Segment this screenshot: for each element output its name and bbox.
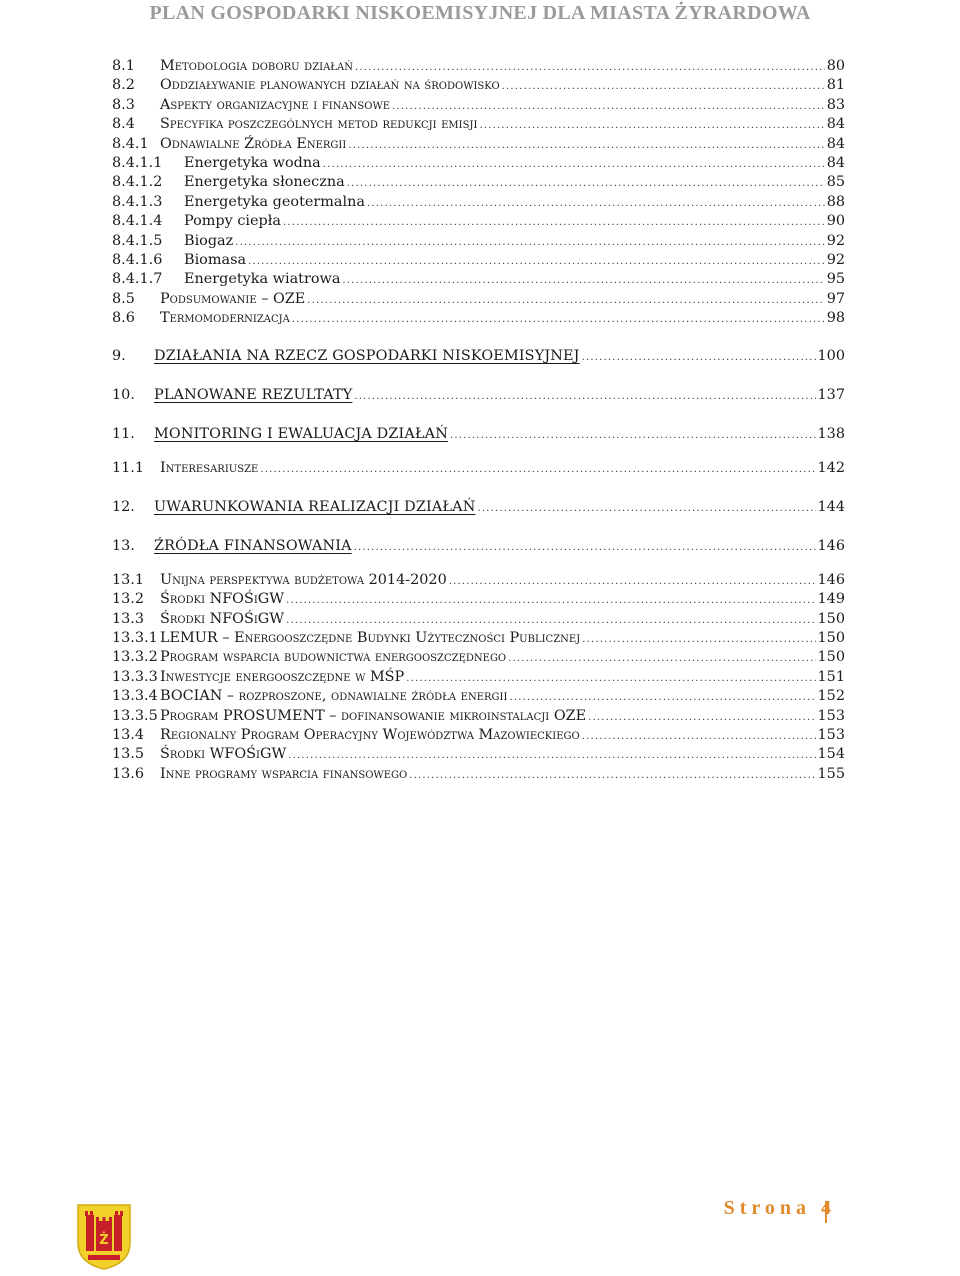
toc-entry-title: Oddziaływanie planowanych działań na środowisko [160, 77, 500, 94]
toc-entry-title: Biogaz [184, 232, 234, 249]
toc-entry-page: 150 [817, 630, 845, 647]
toc-entry-title: Program PROSUMENT – dofinansowanie mikroinstalacji OZE [160, 707, 587, 724]
toc-entry[interactable] [112, 154, 845, 173]
toc-entry[interactable] [112, 251, 845, 270]
toc-entry-number: 12. [112, 498, 135, 515]
toc-entry-page: 153 [817, 707, 845, 724]
toc-entry-title: Unijna perspektywa budżetowa 2014-2020 [160, 571, 447, 588]
toc-entry-title: UWARUNKOWANIA REALIZACJI DZIAŁAŃ [154, 498, 476, 515]
toc-entry-number: 8.6 [112, 310, 135, 327]
toc-entry[interactable] [112, 668, 845, 687]
toc-entry-page: 84 [826, 135, 845, 152]
toc-entry-title: Inne programy wsparcia finansowego [160, 765, 408, 782]
toc-entry[interactable] [112, 610, 845, 629]
toc-entry-title: Środki WFOŚiGW [160, 746, 287, 763]
toc-entry-page: 84 [826, 154, 845, 171]
toc-entry-title: Energetyka słoneczna [184, 174, 345, 191]
toc-entry-number: 8.4 [112, 116, 135, 133]
toc-dot-leader [367, 194, 825, 213]
toc-entry-number: 13.4 [112, 726, 145, 743]
toc-entry-page: 88 [826, 193, 845, 210]
toc-entry-title: Energetyka geotermalna [184, 193, 365, 210]
toc-entry-number: 8.4.1.4 [112, 213, 163, 230]
toc-entry-page: 146 [817, 537, 845, 554]
toc-entry-page: 144 [817, 498, 845, 515]
toc-entry-number: 8.4.1.5 [112, 232, 163, 249]
toc-entry-page: 138 [817, 426, 845, 443]
toc-entry-page: 92 [826, 251, 845, 268]
toc-entry-number: 13. [112, 537, 135, 554]
toc-entry-page: 85 [826, 174, 845, 191]
toc-entry[interactable] [112, 384, 845, 406]
toc-dot-leader [288, 746, 815, 765]
page-number [724, 1197, 836, 1220]
toc-entry[interactable] [112, 290, 845, 309]
toc-entry-page: 97 [826, 290, 845, 307]
page-number-value: 4 [821, 1197, 836, 1219]
toc-entry-title: Odnawialne Źródła Energii [160, 135, 347, 152]
toc-entry-number: 8.2 [112, 77, 135, 94]
toc-entry-number: 13.6 [112, 765, 145, 782]
toc-entry-number: 13.2 [112, 591, 145, 608]
toc-entry-page: 100 [817, 348, 845, 365]
toc-dot-leader [292, 310, 825, 329]
toc-entry-title: Środki NFOŚiGW [160, 610, 285, 627]
toc-entry[interactable] [112, 212, 845, 231]
toc-entry-title: Interesariusze [160, 460, 259, 477]
toc-entry-title: Energetyka wodna [184, 154, 321, 171]
toc-dot-leader [509, 688, 815, 707]
toc-dot-leader [342, 271, 824, 290]
toc-entry-title: Środki NFOŚiGW [160, 591, 285, 608]
toc-dot-leader [283, 213, 825, 232]
toc-dot-leader [348, 136, 824, 155]
toc-dot-leader [354, 537, 816, 559]
toc-dot-leader [588, 708, 815, 727]
toc-entry-number: 11. [112, 426, 135, 443]
toc-entry-page: 152 [817, 688, 845, 705]
toc-entry[interactable] [112, 96, 845, 115]
toc-entry-number: 8.1 [112, 58, 135, 74]
toc-entry-page: 84 [826, 116, 845, 133]
toc-entry-number: 8.4.1.7 [112, 271, 163, 288]
toc-entry-page: 90 [826, 213, 845, 230]
toc-entry[interactable] [112, 270, 845, 289]
toc-entry[interactable] [112, 173, 845, 192]
toc-entry-title: Metodologia doboru działań [160, 58, 353, 74]
city-coat-of-arms-logo [76, 1203, 132, 1271]
toc-dot-leader [406, 669, 815, 688]
toc-entry-number: 13.5 [112, 746, 145, 763]
toc-entry-number: 8.5 [112, 290, 135, 307]
toc-entry-number: 13.3.5 [112, 707, 158, 724]
toc-entry-number: 13.3.4 [112, 688, 158, 705]
toc-entry-page: 142 [817, 460, 845, 477]
toc-entry[interactable] [112, 309, 845, 328]
toc-entry-page: 150 [817, 610, 845, 627]
toc-entry[interactable] [112, 193, 845, 212]
toc-entry[interactable] [112, 590, 845, 609]
toc-entry[interactable] [112, 648, 845, 667]
toc-entry[interactable] [112, 423, 845, 445]
toc-entry-number: 13.3.2 [112, 649, 158, 666]
toc-entry-number: 13.3.3 [112, 668, 158, 685]
toc-entry[interactable] [112, 459, 845, 478]
toc-entry[interactable] [112, 57, 845, 76]
toc-entry-title: Termomodernizacja [160, 310, 290, 327]
toc-entry-page: 155 [817, 765, 845, 782]
toc-entry-page: 137 [817, 387, 845, 404]
toc-entry-number: 9. [112, 348, 126, 365]
toc-entry-number: 8.4.1.2 [112, 174, 163, 191]
toc-dot-leader [286, 591, 815, 610]
toc-entry-number: 8.3 [112, 96, 135, 113]
document-title: PLAN GOSPODARKI NISKOEMISYJNEJ DLA MIASTA ŻYRARDOWA [149, 2, 811, 24]
toc-entry[interactable] [112, 745, 845, 764]
toc-entry-title: Specyfika poszczególnych metod redukcji emisji [160, 116, 478, 133]
toc-entry-number: 13.3 [112, 610, 145, 627]
toc-dot-leader [355, 58, 825, 77]
toc-entry-title: BOCIAN – rozproszone, odnawialne źródła energii [160, 688, 508, 705]
toc-entry-number: 13.3.1 [112, 630, 158, 647]
toc-entry-page: 146 [817, 571, 845, 588]
toc-entry-title: ŹRÓDŁA FINANSOWANIA [154, 537, 352, 554]
toc-dot-leader [449, 572, 816, 591]
toc-entry-page: 95 [826, 271, 845, 288]
toc-dot-leader [260, 460, 815, 479]
toc-entry-page: 151 [817, 668, 845, 685]
toc-entry[interactable] [112, 571, 845, 590]
logo-letter: Ż [99, 1233, 109, 1248]
toc-entry-number: 8.4.1.6 [112, 251, 163, 268]
toc-dot-leader [409, 766, 815, 785]
toc-entry-page: 98 [826, 310, 845, 327]
toc-entry-title: Biomasa [184, 251, 247, 268]
toc-dot-leader [582, 347, 816, 369]
toc-entry-title: DZIAŁANIA NA RZECZ GOSPODARKI NISKOEMISYJNEJ [154, 348, 580, 365]
toc-dot-leader [450, 425, 816, 447]
page-label: Strona [723, 1197, 811, 1219]
toc-entry-title: MONITORING I EWALUACJA DZIAŁAŃ [154, 426, 448, 443]
table-of-contents [112, 57, 845, 784]
toc-entry-title: Program wsparcia budownictwa energooszczędnego [160, 649, 507, 666]
toc-entry-page: 153 [817, 726, 845, 743]
toc-dot-leader [248, 252, 825, 271]
toc-dot-leader [323, 155, 825, 174]
toc-dot-leader [582, 630, 815, 649]
toc-entry[interactable] [112, 76, 845, 95]
toc-entry-number: 13.1 [112, 571, 145, 588]
toc-entry-page: 92 [826, 232, 845, 249]
toc-entry-number: 8.4.1 [112, 135, 149, 152]
toc-entry[interactable] [112, 135, 845, 154]
toc-dot-leader [508, 649, 815, 668]
toc-entry[interactable] [112, 535, 845, 557]
toc-dot-leader [502, 77, 825, 96]
toc-dot-leader [347, 174, 825, 193]
toc-entry[interactable] [112, 726, 845, 745]
toc-entry-title: Podsumowanie – OZE [160, 290, 306, 307]
toc-entry-page: 150 [817, 649, 845, 666]
toc-entry-page: 154 [817, 746, 845, 763]
toc-entry[interactable] [112, 629, 845, 648]
toc-entry-number: 11.1 [112, 460, 145, 477]
toc-entry[interactable] [112, 707, 845, 726]
toc-dot-leader [477, 498, 815, 520]
toc-entry[interactable] [112, 115, 845, 134]
toc-entry-title: Energetyka wiatrowa [184, 271, 341, 288]
toc-entry-page: 149 [817, 591, 845, 608]
toc-entry[interactable] [112, 232, 845, 251]
toc-dot-leader [392, 97, 825, 116]
toc-dot-leader [479, 116, 824, 135]
toc-entry-page: 81 [826, 77, 845, 94]
toc-entry[interactable] [112, 765, 845, 784]
coat-of-arms-icon [76, 1203, 132, 1271]
toc-entry-title: Inwestycje energooszczędne w MŚP [160, 668, 405, 685]
toc-dot-leader [307, 291, 824, 310]
toc-dot-leader [235, 233, 824, 252]
toc-entry-number: 8.4.1.1 [112, 154, 163, 171]
toc-entry-page: 80 [826, 58, 845, 74]
toc-dot-leader [286, 611, 815, 630]
toc-entry-title: Aspekty organizacyjne i finansowe [160, 96, 391, 113]
toc-entry-title: Regionalny Program Operacyjny Województwa Mazowieckiego [160, 726, 580, 743]
toc-entry[interactable] [112, 496, 845, 518]
toc-entry-page: 83 [826, 96, 845, 113]
toc-entry[interactable] [112, 345, 845, 367]
toc-entry-title: Pompy ciepła [184, 213, 281, 230]
toc-entry-number: 8.4.1.3 [112, 193, 163, 210]
toc-entry-number: 10. [112, 387, 135, 404]
toc-entry[interactable] [112, 687, 845, 706]
toc-entry-title: LEMUR – Energooszczędne Budynki Użyteczności Publicznej [160, 630, 581, 647]
toc-dot-leader [354, 386, 815, 408]
toc-entry-title: PLANOWANE REZULTATY [154, 387, 353, 404]
toc-dot-leader [582, 727, 816, 746]
